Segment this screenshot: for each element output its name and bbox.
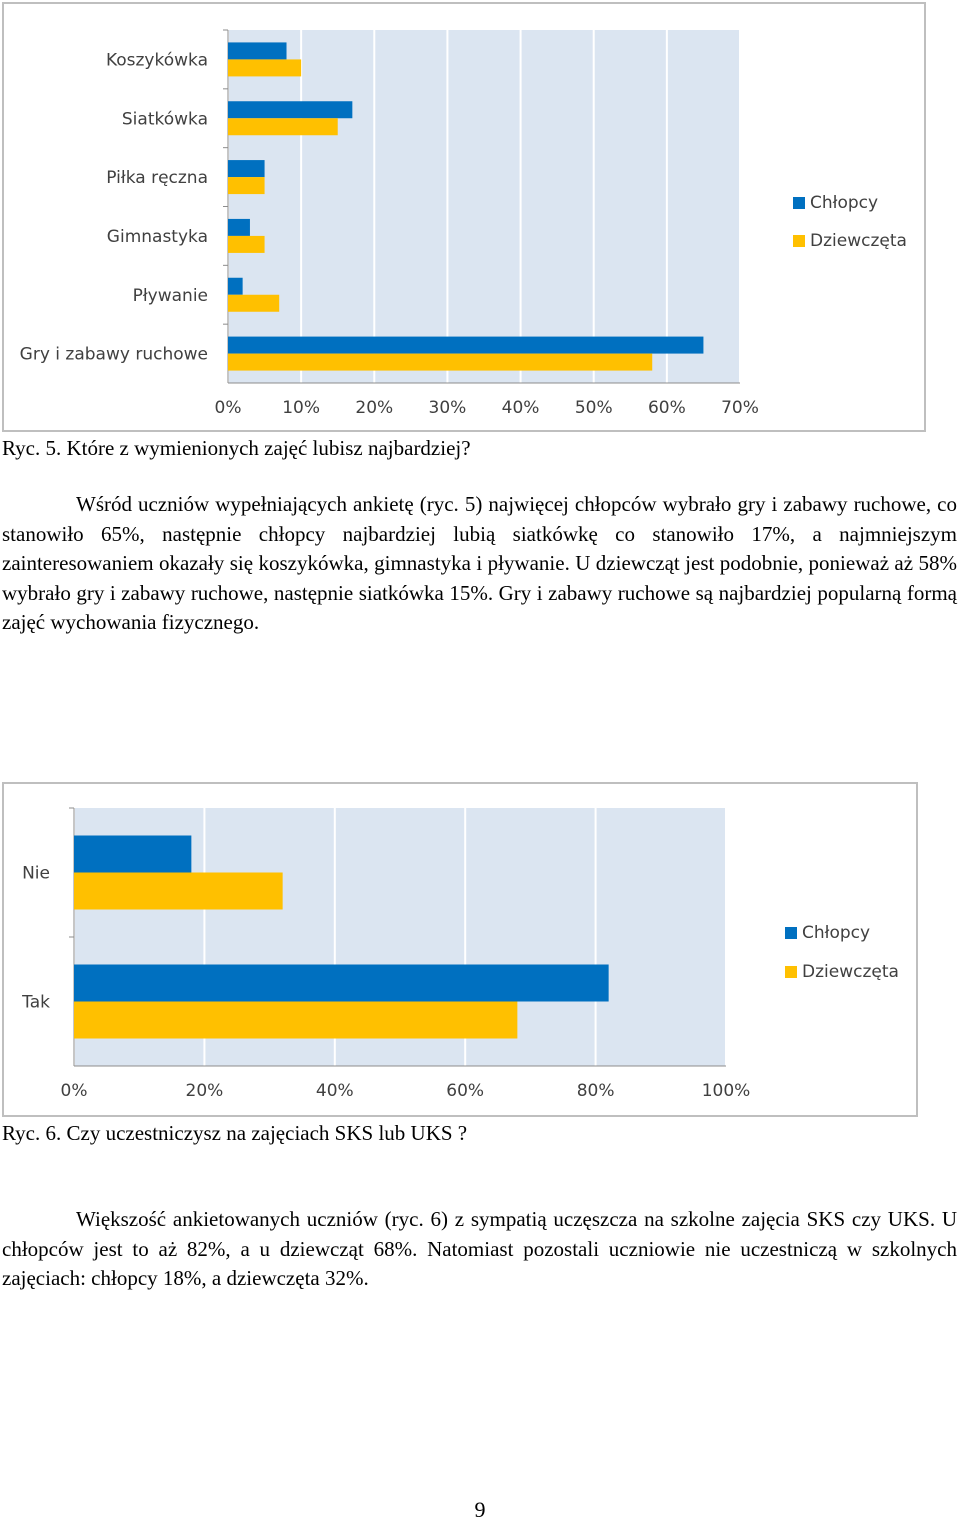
bar-girls (74, 873, 283, 910)
category-label: Koszykówka (105, 50, 208, 71)
legend-label: Dziewczęta (802, 962, 899, 982)
category-label: Tak (22, 992, 50, 1013)
bar-girls (228, 118, 338, 135)
bar-boys (228, 219, 250, 236)
page-number: 9 (474, 1497, 486, 1522)
x-tick-label: 70% (721, 398, 759, 418)
x-tick-label: 20% (185, 1081, 224, 1101)
x-tick-label: 100% (701, 1081, 751, 1101)
legend-label: Dziewczęta (810, 231, 907, 251)
x-tick-label: 40% (501, 398, 540, 418)
bar-boys (228, 278, 243, 295)
category-label: Piłka ręczna (106, 168, 208, 189)
bar-boys (228, 42, 287, 59)
figure-5-caption: Ryc. 5. Które z wymienionych zajęć lubisz najbardziej? (2, 436, 471, 460)
x-tick-label: 30% (428, 398, 467, 418)
legend-swatch (785, 966, 797, 978)
legend-label: Chłopcy (810, 193, 879, 213)
legend-label: Chłopcy (802, 923, 871, 943)
x-tick-label: 50% (574, 398, 613, 418)
chart-sks-uks-participation (2, 782, 918, 1117)
bar-boys (228, 160, 265, 177)
x-tick-label: 0% (214, 398, 242, 418)
x-tick-label: 40% (315, 1081, 354, 1101)
chart-sks-uks-participation-svg (4, 784, 920, 1119)
figure-6-caption: Ryc. 6. Czy uczestniczysz na zajęciach SKS lub UKS ? (2, 1121, 468, 1145)
bar-boys (228, 101, 352, 118)
x-tick-label: 10% (282, 398, 321, 418)
category-label: Nie (22, 863, 50, 884)
chart-favorite-activities-svg (4, 4, 928, 434)
bar-girls (74, 1002, 517, 1039)
bar-boys (228, 337, 703, 354)
chart-favorite-activities (2, 2, 926, 432)
plot-area (228, 30, 740, 383)
legend-swatch (785, 927, 797, 939)
x-tick-label: 60% (647, 398, 686, 418)
paragraph-1: Wśród uczniów wypełniających ankietę (ryc. 5) najwięcej chłopców wybrało gry i zabawy ruchowe, co stanowiło 65%, następnie chłopcy najbardziej lubią siatkówkę co stanowiło 17%, a najmniejszym zainteresowaniem okazały się koszykówka, gimnastyka i pływanie. U dziewcząt jest podobnie, ponieważ aż 58% wybrało gry i zabawy ruchowe, następnie siatkówka 15%. Gry i zabawy ruchowe są najbardziej popularną formą zajęć wychowania fizycznego. (2, 492, 957, 634)
x-tick-label: 60% (446, 1081, 485, 1101)
legend-swatch (793, 197, 805, 209)
category-label: Siatkówka (121, 109, 208, 130)
bar-girls (228, 354, 652, 371)
bar-girls (228, 236, 265, 253)
bar-girls (228, 59, 301, 76)
category-label: Gimnastyka (106, 226, 208, 247)
category-label: Pływanie (132, 285, 208, 306)
x-tick-label: 20% (355, 398, 394, 418)
legend-swatch (793, 235, 805, 247)
bar-boys (74, 836, 191, 873)
paragraph-2: Większość ankietowanych uczniów (ryc. 6) z sympatią uczęszcza na szkolne zajęcia SKS czy UKS. U chłopców jest to aż 82%, a u dziewcząt 68%. Natomiast pozostali uczniowie nie uczestniczą w szkolnych zajęciach: chłopcy 18%, a dziewczęta 32%. (2, 1207, 957, 1290)
category-label: Gry i zabawy ruchowe (19, 344, 208, 365)
bar-boys (74, 965, 609, 1002)
x-tick-label: 80% (576, 1081, 615, 1101)
bar-girls (228, 295, 279, 312)
x-tick-label: 0% (60, 1081, 88, 1101)
bar-girls (228, 177, 265, 194)
